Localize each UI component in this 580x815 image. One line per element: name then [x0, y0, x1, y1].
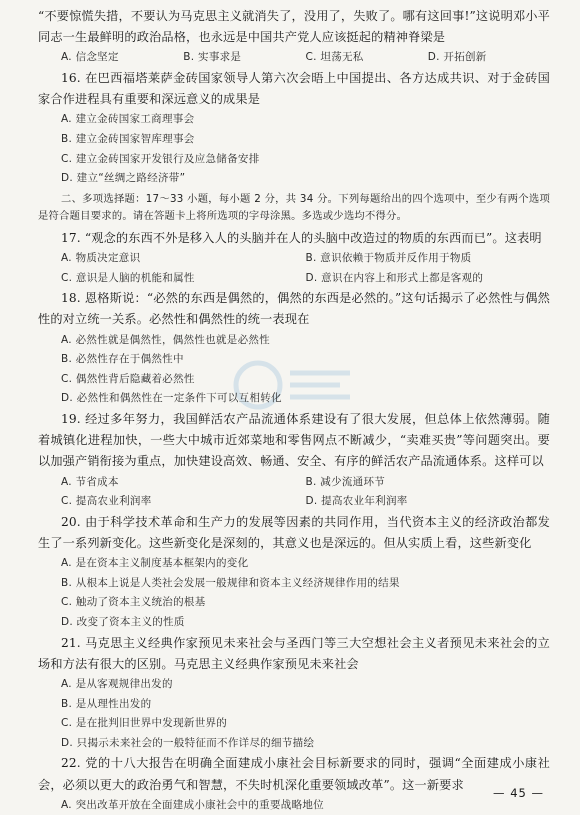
option-d: D. 提高农业年利润率	[305, 495, 408, 508]
question-21: 21. 马克思主义经典作家预见未来社会与圣西门等三大空想社会主义者预见未来社会的立场和方法有很大的区别。马克思主义经典作家预见未来社会	[38, 635, 550, 671]
option-d: D. 建立“丝绸之路经济带”	[61, 172, 186, 185]
option-a: A. 物质决定意识	[61, 251, 141, 264]
question-20: 20. 由于科学技术革命和生产力的发展等因素的共同作用，当代资本主义的经济政治都发生了一系列新变化。这些新变化是深刻的，其意义也是深远的。但从实质上看，这些新变化	[38, 514, 550, 550]
options-19-row-2	[38, 492, 550, 512]
question-22: 22. 党的十八大报告在明确全面建成小康社会目标新要求的同时，强调“全面建成小康社会，必须以更大的政治勇气和智慧，不失时机深化重要领域改革”。这一新要求	[38, 756, 550, 792]
option-b: B. 是从理性出发的	[61, 697, 152, 710]
option-a: A. 节省成本	[61, 475, 119, 488]
option-b: B. 从根本上说是人类社会发展一般规律和资本主义经济规律作用的结果	[61, 576, 400, 589]
option-d: D. 意识在内容上和形式上都是客观的	[305, 271, 484, 284]
option-c: C. 意识是人脑的机能和属性	[61, 271, 195, 284]
options-15	[38, 48, 550, 68]
page-content	[38, 6, 550, 815]
option-c: C. 触动了资本主义统治的根基	[61, 596, 206, 609]
option-b: B. 减少流通环节	[305, 475, 386, 488]
question-17: 17. “观念的东西不外是移入人的头脑并在人的头脑中改造过的物质的东西而已”。这表明	[61, 230, 542, 245]
option-d: D. 开拓创新	[427, 51, 487, 64]
option-a: A. 是在资本主义制度基本框架内的变化	[61, 557, 249, 570]
option-d: D. 改变了资本主义的性质	[61, 615, 185, 628]
option-c: C. 偶然性背后隐藏着必然性	[61, 372, 195, 385]
option-c: C. 提高农业利润率	[61, 495, 152, 508]
question-15-continuation: “不要惊慌失措，不要认为马克思主义就消失了，没用了，失败了。哪有这回事!”这说明邓小平同志一生最鲜明的政治品格，也永远是中国共产党人应该挺起的精神脊梁是	[38, 9, 550, 45]
options-17-row-2	[38, 269, 550, 289]
option-b: B. 意识依赖于物质并反作用于物质	[305, 251, 472, 264]
option-c: C. 是在批判旧世界中发现新世界的	[61, 717, 228, 730]
option-c: C. 建立金砖国家开发银行及应急储备安排	[61, 152, 260, 165]
page-number: — 45 —	[493, 786, 544, 800]
option-d: D. 必然性和偶然性在一定条件下可以互相转化	[61, 392, 282, 405]
option-a: A. 是从客观规律出发的	[61, 677, 173, 690]
option-c: C. 坦荡无私	[305, 51, 364, 64]
question-19: 19. 经过多年努力，我国鲜活农产品流通体系建设有了很大发展，但总体上依然薄弱。随着城镇化进程加快，一些大中城市近郊菜地和零售网点不断减少，“卖难买贵”等问题突出。要以加强产销衔接为重点，加快建设高效、畅通、安全、有序的鲜活农产品流通体系。这样可以	[38, 411, 550, 469]
option-a: A. 必然性就是偶然性，偶然性也就是必然性	[61, 333, 270, 346]
option-b: B. 必然性存在于偶然性中	[61, 353, 184, 366]
section-2-heading: 二、多项选择题：17～33 小题，每小题 2 分，共 34 分。下列每题给出的四个选项中，至少有两个选项是符合题目要求的。请在答题卡上将所选项的字母涂黑。多选或少选均不得分。	[38, 192, 550, 223]
option-a: A. 突出改革开放在全面建成小康社会中的重要战略地位	[61, 798, 324, 811]
option-a: A. 信念坚定	[61, 51, 119, 64]
question-16: 16. 在巴西福塔莱萨金砖国家领导人第六次会晤上中国提出、各方达成共识、对于金砖国家合作进程具有重要和深远意义的成果是	[38, 71, 550, 107]
option-b: B. 建立金砖国家智库理事会	[61, 133, 195, 145]
question-18: 18. 恩格斯说：“必然的东西是偶然的，偶然的东西是必然的。”这句话揭示了必然性与偶然性的对立统一关系。必然性和偶然性的统一表现在	[38, 291, 550, 327]
options-17-row-1	[38, 249, 550, 269]
options-19-row-1	[38, 473, 550, 493]
option-d: D. 只揭示未来社会的一般特征而不作详尽的细节描绘	[61, 736, 315, 749]
option-a: A. 建立金砖国家工商理事会	[61, 113, 195, 126]
option-b: B. 实事求是	[183, 51, 242, 64]
